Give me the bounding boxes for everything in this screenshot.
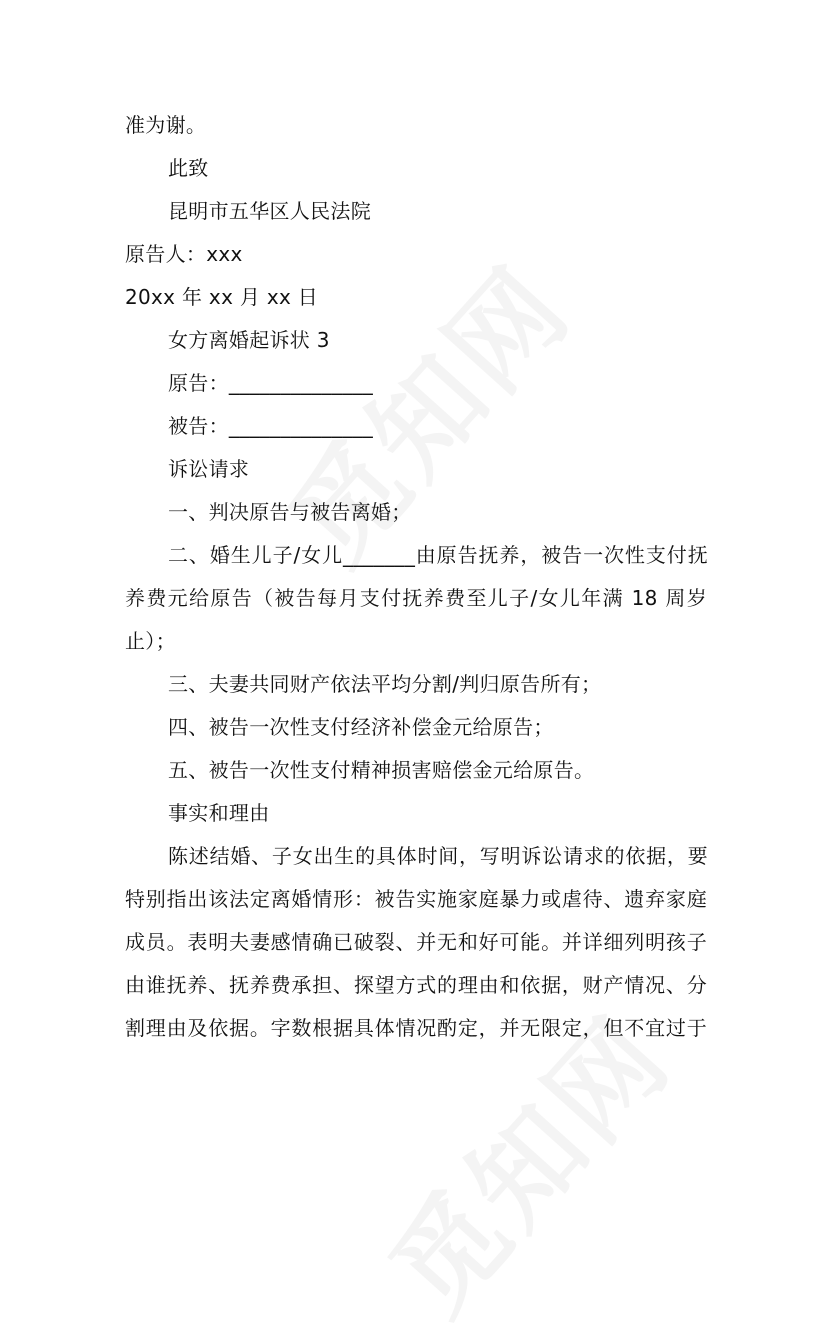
claim-item: 一、判决原告与被告离婚； bbox=[168, 500, 412, 524]
court-name: 昆明市五华区人民法院 bbox=[168, 199, 371, 223]
claim-item: 二、婚生儿子/女儿_______由原告抚养，被告一次性支付抚 bbox=[168, 543, 708, 567]
plaintiff-signature: 原告人：xxx bbox=[125, 242, 243, 266]
claim-item: 五、被告一次性支付精神损害赔偿金元给原告。 bbox=[168, 758, 595, 782]
date-line: 20xx 年 xx 月 xx 日 bbox=[125, 285, 319, 309]
paragraph-line: 割理由及依据。字数根据具体情况酌定，并无限定，但不宜过于 bbox=[125, 1016, 707, 1040]
closing-phrase: 准为谢。 bbox=[125, 113, 207, 137]
claim-item: 四、被告一次性支付经济补偿金元给原告； bbox=[168, 715, 554, 739]
watermark bbox=[249, 227, 599, 591]
paragraph-line: 成员。表明夫妻感情确已破裂、并无和好可能。并详细列明孩子 bbox=[125, 930, 707, 954]
paragraph-line: 陈述结婚、子女出生的具体时间，写明诉讼请求的依据，要 bbox=[168, 844, 708, 868]
section-title: 女方离婚起诉状 3 bbox=[168, 328, 330, 352]
claim-item-continued: 养费元给原告（被告每月支付抚养费至儿子/女儿年满 18 周岁 bbox=[125, 586, 707, 610]
claim-item: 三、夫妻共同财产依法平均分割/判归原告所有； bbox=[168, 672, 602, 696]
paragraph-line: 特别指出该法定离婚情形：被告实施家庭暴力或虐待、遗弃家庭 bbox=[125, 887, 707, 911]
plaintiff-field: 原告：______________ bbox=[168, 371, 374, 395]
defendant-field: 被告：______________ bbox=[168, 414, 374, 438]
paragraph-line: 由谁抚养、抚养费承担、探望方式的理由和依据，财产情况、分 bbox=[125, 973, 707, 997]
facts-heading: 事实和理由 bbox=[168, 801, 270, 825]
claims-heading: 诉讼请求 bbox=[168, 457, 250, 481]
salutation: 此致 bbox=[168, 156, 209, 180]
claim-item-continued: 止）； bbox=[125, 629, 176, 653]
